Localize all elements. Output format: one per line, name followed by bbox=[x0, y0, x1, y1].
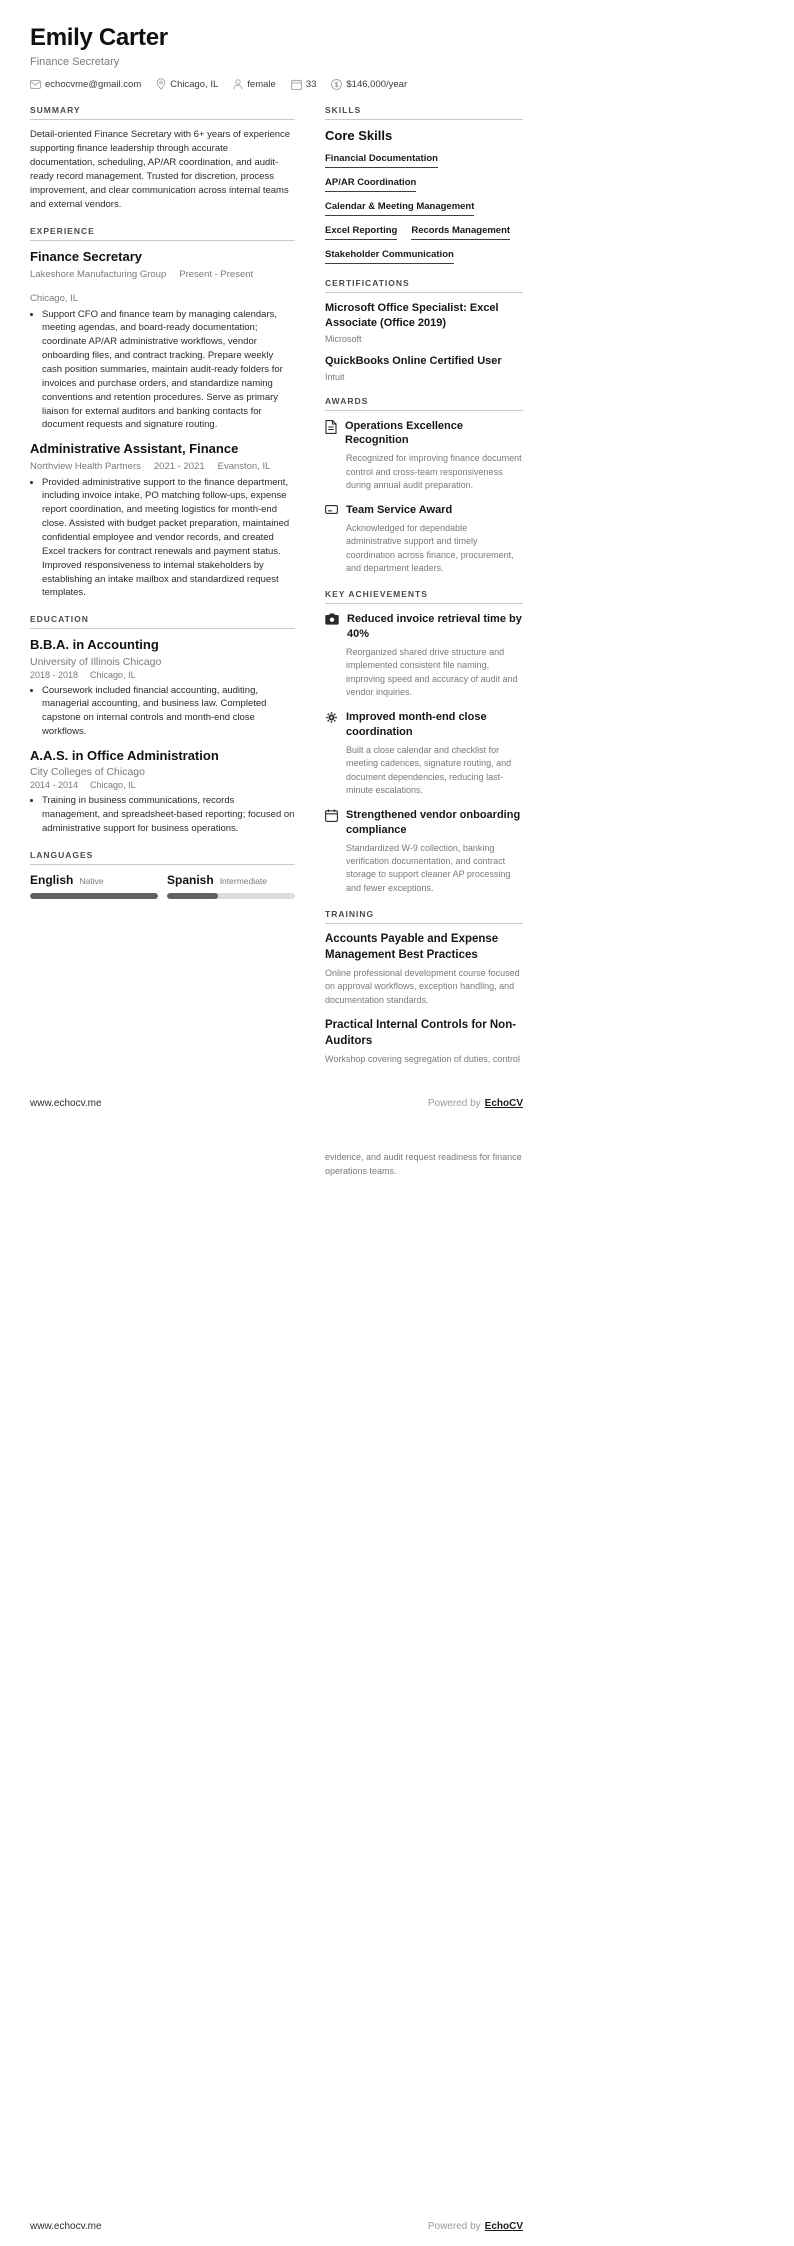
skill-tag: Financial Documentation bbox=[325, 153, 438, 168]
certificate-icon bbox=[325, 504, 338, 515]
job-meta bbox=[30, 461, 295, 472]
powered-by-brand-link[interactable]: EchoCV bbox=[484, 1098, 523, 1110]
language-level: Native bbox=[79, 875, 104, 886]
resume-columns bbox=[30, 105, 523, 1080]
skill-tags bbox=[325, 153, 523, 264]
contact-gender: female bbox=[247, 78, 276, 90]
summary-text: Detail-oriented Finance Secretary with 6+ years of experience supporting finance leadership through accurate documentation, scheduling, AP/AR coordination, and audit-ready record management. Trusted for discretion, process improvement, and clear communication across internal teams and external vendors. bbox=[30, 129, 291, 211]
powered-by-brand-link[interactable]: EchoCV bbox=[484, 2221, 523, 2232]
achievement-entry bbox=[325, 612, 523, 699]
education-bullet: • Coursework included financial accounting, auditing, managerial accounting, and business law. Completed capstone on internal controls and month-end close workflows. bbox=[42, 684, 295, 739]
left-column bbox=[30, 105, 295, 1080]
achievement-title: Strengthened vendor onboarding compliance bbox=[346, 809, 521, 836]
company-name: Lakeshore Manufacturing Group bbox=[30, 268, 167, 280]
right-column bbox=[325, 105, 523, 1080]
language-proficiency-fill bbox=[30, 893, 158, 899]
education-meta bbox=[30, 670, 295, 680]
contact-salary: $146,000/year bbox=[346, 78, 408, 90]
section-heading-key-achievements: KEY ACHIEVEMENTS bbox=[325, 589, 523, 604]
job-location: Chicago, IL bbox=[30, 292, 79, 304]
education-bullets bbox=[42, 684, 295, 739]
section-heading-education: EDUCATION bbox=[30, 614, 295, 629]
education-entry bbox=[30, 748, 295, 836]
contact-age: 33 bbox=[305, 78, 317, 90]
job-location: Evanston, IL bbox=[217, 460, 271, 472]
training-entry bbox=[325, 1018, 523, 1066]
certification-entry bbox=[325, 354, 523, 382]
job-dates: Present - Present bbox=[179, 268, 254, 280]
training-entry bbox=[325, 932, 523, 1007]
award-description: Acknowledged for dependable administrative support and timely coordination across finance, procurement, and department leaders. bbox=[346, 523, 514, 573]
job-meta bbox=[30, 269, 295, 304]
achievement-title: Reduced invoice retrieval time by 40% bbox=[347, 613, 522, 641]
location-pin-icon bbox=[156, 78, 166, 90]
section-heading-awards: AWARDS bbox=[325, 396, 523, 411]
skill-tag: Calendar & Meeting Management bbox=[325, 201, 474, 216]
person-icon bbox=[233, 79, 243, 90]
training-title: Accounts Payable and Expense Management Best Practices bbox=[325, 933, 499, 961]
skill-tag: Excel Reporting bbox=[325, 225, 397, 240]
candidate-job-title: Finance Secretary bbox=[30, 56, 120, 68]
education-entry bbox=[30, 637, 295, 739]
achievement-title: Improved month-end close coordination bbox=[346, 711, 487, 739]
contact-item-location bbox=[156, 78, 218, 90]
experience-entry bbox=[30, 249, 295, 432]
dollar-icon bbox=[331, 79, 342, 90]
contact-item-email bbox=[30, 79, 141, 90]
document-icon bbox=[325, 420, 337, 434]
school-name: University of Illinois Chicago bbox=[30, 655, 162, 668]
job-bullet: • Support CFO and finance team by managing calendars, meeting agendas, and board-ready documentation; coordinate AP/AR administrative workflows, vendor onboarding files, and contract tracking. Prepare weekly cash position summaries, maintain audit-ready folders for invoices and purchase orders, and standardize naming conventions and retention procedures. Serve as primary liaison for external auditors and banking contacts for document requests and signature routing. bbox=[42, 308, 295, 433]
school-name: City Colleges of Chicago bbox=[30, 766, 145, 779]
language-item bbox=[167, 873, 295, 899]
experience-entry bbox=[30, 441, 295, 600]
training-description-continuation: evidence, and audit request readiness for finance operations teams. bbox=[325, 1152, 522, 1176]
training-description: Workshop covering segregation of duties, control bbox=[325, 1054, 520, 1065]
section-heading-training: TRAINING bbox=[325, 909, 523, 924]
email-icon bbox=[30, 80, 41, 89]
award-entry bbox=[325, 503, 523, 575]
training-section bbox=[325, 909, 523, 1066]
education-bullets bbox=[42, 794, 295, 836]
education-location: Chicago, IL bbox=[90, 669, 136, 680]
page-footer bbox=[30, 2221, 523, 2232]
certification-issuer: Intuit bbox=[325, 371, 345, 382]
certification-entry bbox=[325, 301, 523, 344]
education-section bbox=[30, 614, 295, 836]
resume-header bbox=[30, 24, 523, 90]
degree-title: A.A.S. in Office Administration bbox=[30, 747, 219, 763]
degree-title: B.B.A. in Accounting bbox=[30, 637, 159, 653]
language-level: Intermediate bbox=[219, 875, 267, 886]
contact-item-age bbox=[291, 79, 317, 90]
education-dates: 2018 - 2018 bbox=[30, 669, 79, 680]
powered-by-prefix: Powered by bbox=[427, 1098, 481, 1110]
skills-group-title: Core Skills bbox=[325, 128, 393, 143]
contact-row bbox=[30, 78, 523, 90]
section-heading-languages: LANGUAGES bbox=[30, 850, 295, 865]
experience-section bbox=[30, 226, 295, 600]
job-bullets bbox=[42, 476, 295, 601]
education-meta bbox=[30, 780, 295, 790]
award-description: Recognized for improving finance document control and cross-team responsiveness during annual audit preparation. bbox=[346, 453, 522, 490]
powered-by bbox=[428, 2221, 523, 2232]
language-name: Spanish bbox=[167, 872, 214, 887]
job-dates: 2021 - 2021 bbox=[153, 460, 205, 472]
awards-section bbox=[325, 396, 523, 576]
achievement-description: Standardized W-9 collection, banking verification documentation, and contract storage to support cleaner AP processing and fewer exceptions. bbox=[346, 842, 511, 893]
resume-page-1 bbox=[30, 0, 523, 1178]
contact-item-gender bbox=[233, 79, 276, 90]
contact-location: Chicago, IL bbox=[170, 78, 219, 90]
key-achievements-section bbox=[325, 589, 523, 895]
language-item bbox=[30, 873, 158, 899]
job-title: Administrative Assistant, Finance bbox=[30, 441, 239, 457]
language-proficiency-fill bbox=[167, 893, 218, 899]
section-heading-skills: SKILLS bbox=[325, 105, 523, 120]
education-dates: 2014 - 2014 bbox=[30, 780, 79, 791]
certification-name: QuickBooks Online Certified User bbox=[325, 354, 502, 367]
award-entry bbox=[325, 419, 523, 493]
footer-site-link[interactable]: www.echocv.me bbox=[30, 2221, 102, 2232]
job-bullet: • Provided administrative support to the finance department, including invoice intake, PO matching follow-ups, expense report coordination, and meeting logistics for month-end close. Assisted with budget packet preparation, maintained confidential employee and vendor records, and created Excel trackers for contract renewals and payment status. Improved responsiveness to internal stakeholders by establishing an intake mailbox and standardized request templates. bbox=[42, 476, 295, 601]
skills-section bbox=[325, 105, 523, 264]
powered-by bbox=[428, 1098, 523, 1109]
achievement-entry bbox=[325, 808, 523, 895]
gear-icon bbox=[325, 711, 338, 724]
language-name: English bbox=[30, 872, 74, 887]
award-title: Operations Excellence Recognition bbox=[345, 419, 463, 447]
section-heading-summary: SUMMARY bbox=[30, 105, 295, 120]
certification-name: Microsoft Office Specialist: Excel Associate (Office 2019) bbox=[325, 302, 499, 329]
award-title: Team Service Award bbox=[346, 504, 453, 517]
calendar-icon bbox=[325, 809, 338, 822]
achievement-description: Reorganized shared drive structure and implemented consistent file naming, improving speed and accuracy of audit and vendor inquiries. bbox=[346, 646, 518, 697]
candidate-name: Emily Carter bbox=[30, 24, 168, 51]
languages-list bbox=[30, 873, 295, 899]
skill-tag: Records Management bbox=[411, 225, 510, 240]
job-bullets bbox=[42, 308, 295, 433]
contact-item-salary bbox=[331, 79, 407, 90]
language-proficiency-bar bbox=[30, 893, 158, 899]
summary-section bbox=[30, 105, 295, 212]
education-location: Chicago, IL bbox=[90, 780, 136, 791]
powered-by-prefix: Powered by bbox=[427, 2221, 481, 2232]
page-footer bbox=[30, 1098, 523, 1109]
section-heading-certifications: CERTIFICATIONS bbox=[325, 278, 523, 293]
achievement-description: Built a close calendar and checklist for meeting cadences, signature routing, and document dependencies, reducing last-minute escalations. bbox=[346, 744, 512, 795]
education-bullet: • Training in business communications, records management, and spreadsheet-based reporting; focused on administrative support for business operations. bbox=[42, 794, 295, 836]
company-name: Northview Health Partners bbox=[30, 460, 141, 472]
training-description: Online professional development course focused on approval workflows, exception handling, and documentation standards. bbox=[325, 968, 520, 1005]
training-title: Practical Internal Controls for Non-Auditors bbox=[325, 1019, 517, 1047]
language-proficiency-bar bbox=[167, 893, 295, 899]
achievement-entry bbox=[325, 710, 523, 797]
certification-issuer: Microsoft bbox=[325, 333, 362, 344]
contact-email[interactable]: echocvme@gmail.com bbox=[45, 78, 142, 90]
camera-icon bbox=[325, 613, 339, 625]
certifications-section bbox=[325, 278, 523, 382]
section-heading-experience: EXPERIENCE bbox=[30, 226, 295, 241]
skill-tag: Stakeholder Communication bbox=[325, 249, 454, 264]
calendar-icon bbox=[291, 79, 302, 90]
footer-site-link[interactable]: www.echocv.me bbox=[30, 1098, 102, 1110]
languages-section bbox=[30, 850, 295, 899]
skill-tag: AP/AR Coordination bbox=[325, 177, 416, 192]
job-title: Finance Secretary bbox=[30, 249, 143, 265]
